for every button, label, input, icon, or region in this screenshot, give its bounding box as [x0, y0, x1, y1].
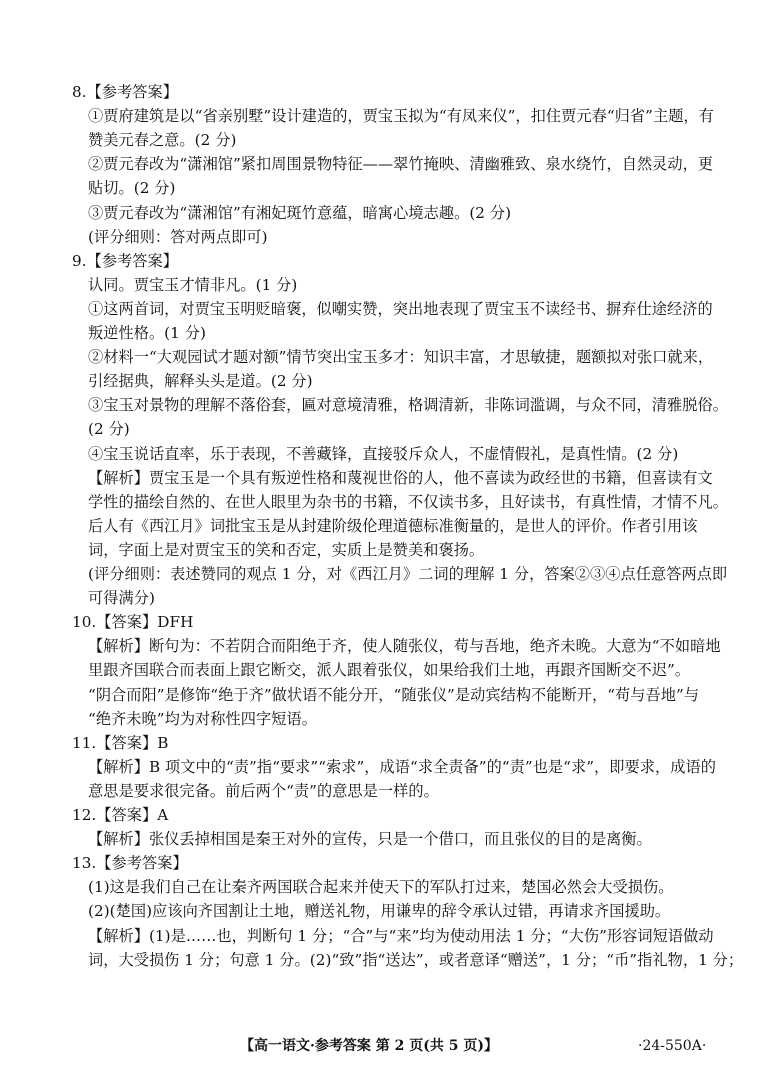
- answer-text-line: (1)这是我们自己在让秦齐两国联合起来并使天下的军队打过来，楚国必然会大受损伤。: [88, 878, 674, 897]
- answer-text-line: 【解析】B 项文中的“责”指“要求”“索求”，成语“求全责备”的“责”也是“求”，即要求，成语的: [88, 757, 716, 776]
- question-heading: 11.【答案】B: [72, 733, 169, 752]
- answer-text-line: 词，字面上是对贾宝玉的笑和否定，实质上是赞美和褒扬。: [88, 540, 485, 559]
- question-heading: 9.【参考答案】: [72, 251, 179, 270]
- footer-code: ·24-550A·: [638, 1038, 707, 1054]
- answer-text-line: ②材料一“大观园试才题对额”情节突出宝玉多才：知识丰富，才思敏捷，题额拟对张口就来，: [88, 348, 714, 367]
- question-heading: 10.【答案】DFH: [72, 613, 194, 632]
- answer-text-line: 学性的描绘自然的、在世人眼里为杂书的书籍，不仅读书多，且好读书，有真性情，才情不凡。: [88, 492, 728, 511]
- answer-text-line: “绝齐未晚”均为对称性四字短语。: [88, 709, 317, 728]
- answer-text-line: 认同。贾宝玉才情非凡。(1 分): [88, 275, 298, 294]
- answer-text-line: ④宝玉说话直率，乐于表现，不善藏锋，直接驳斥众人，不虚情假礼，是真性情。(2 分): [88, 444, 679, 463]
- answer-text-line: 赞美元春之意。(2 分): [88, 131, 237, 150]
- answer-text-line: 【解析】张仪丢掉相国是秦王对外的宣传，只是一个借口，而且张仪的目的是离衡。: [88, 830, 652, 849]
- answer-text-line: (评分细则：表述赞同的观点 1 分，对《西江月》二词的理解 1 分，答案②③④点任意答两点即: [88, 565, 728, 583]
- answer-text-line: ①这两首词，对贾宝玉明贬暗褒，似嘲实赞，突出地表现了贾宝玉不读经书、摒弃仕途经济的: [88, 299, 713, 318]
- answer-text-line: 叛逆性格。(1 分): [88, 324, 206, 342]
- answer-text-line: 【解析】断句为：不若阴合而阳绝于齐，使人随张仪，苟与吾地，绝齐未晚。大意为“不如暗地: [88, 637, 721, 656]
- answer-text-line: 贴切。(2 分): [88, 179, 176, 198]
- answer-text-line: (评分细则：答对两点即可): [88, 227, 268, 246]
- answer-text-line: ②贾元春改为“潇湘馆”紧扣周围景物特征——翠竹掩映、清幽雅致、泉水绕竹，自然灵动，更: [88, 155, 714, 174]
- answer-text-line: 意思是要求很完备。前后两个“责”的意思是一样的。: [88, 781, 439, 800]
- question-heading: 13.【参考答案】: [72, 854, 188, 873]
- footer-title: 【高一语文·参考答案 第 2 页(共 5 页)】: [240, 1038, 498, 1054]
- question-heading: 12.【答案】A: [72, 806, 169, 824]
- question-heading: 8.【参考答案】: [72, 83, 179, 101]
- answer-text-line: (2)(楚国)应该向齐国割让土地，赠送礼物，用谦卑的辞令承认过错，再请求齐国援助。: [88, 902, 671, 921]
- answer-text-line: 里跟齐国联合而表面上跟它断交，派人跟着张仪，如果给我们土地，再跟齐国断交不迟”。: [88, 661, 691, 680]
- answer-text-line: ③宝玉对景物的理解不落俗套，匾对意境清雅，格调清新，非陈词滥调，与众不同，清雅脱俗。: [88, 396, 728, 415]
- answer-text-line: ①贾府建筑是以“省亲别墅”设计建造的，贾宝玉拟为“有凤来仪”，扣住贾元春“归省”主题，有: [88, 107, 714, 126]
- answer-text-line: 引经据典，解释头头是道。(2 分): [88, 372, 313, 391]
- answer-text-line: (2 分): [88, 420, 130, 439]
- answer-text-line: 【解析】贾宝玉是一个具有叛逆性格和蔑视世俗的人，他不喜读为政经世的书籍，但喜读有文: [88, 468, 713, 487]
- answer-text-line: 词，大受损伤 1 分；句意 1 分。(2)“致”指“送达”，或者意译“赠送”，1 分；“币”指礼物，1 分；: [88, 950, 744, 969]
- answer-text-line: “阴合而阳”是修饰“绝于齐”做状语不能分开，“随张仪”是动宾结构不能断开，“苟与吾地”与: [88, 685, 700, 704]
- answer-text-line: 【解析】(1)是……也，判断句 1 分；“合”与“来”均为使动用法 1 分；“大伤”形容词短语做动: [88, 926, 714, 945]
- answer-text-line: 后人有《西江月》词批宝玉是从封建阶级伦理道德标准衡量的，是世人的评价。作者引用该: [88, 516, 698, 535]
- answer-text-line: 可得满分): [88, 589, 155, 608]
- answer-text-line: ③贾元春改为“潇湘馆”有湘妃斑竹意蕴，暗寓心境志趣。(2 分): [88, 203, 512, 222]
